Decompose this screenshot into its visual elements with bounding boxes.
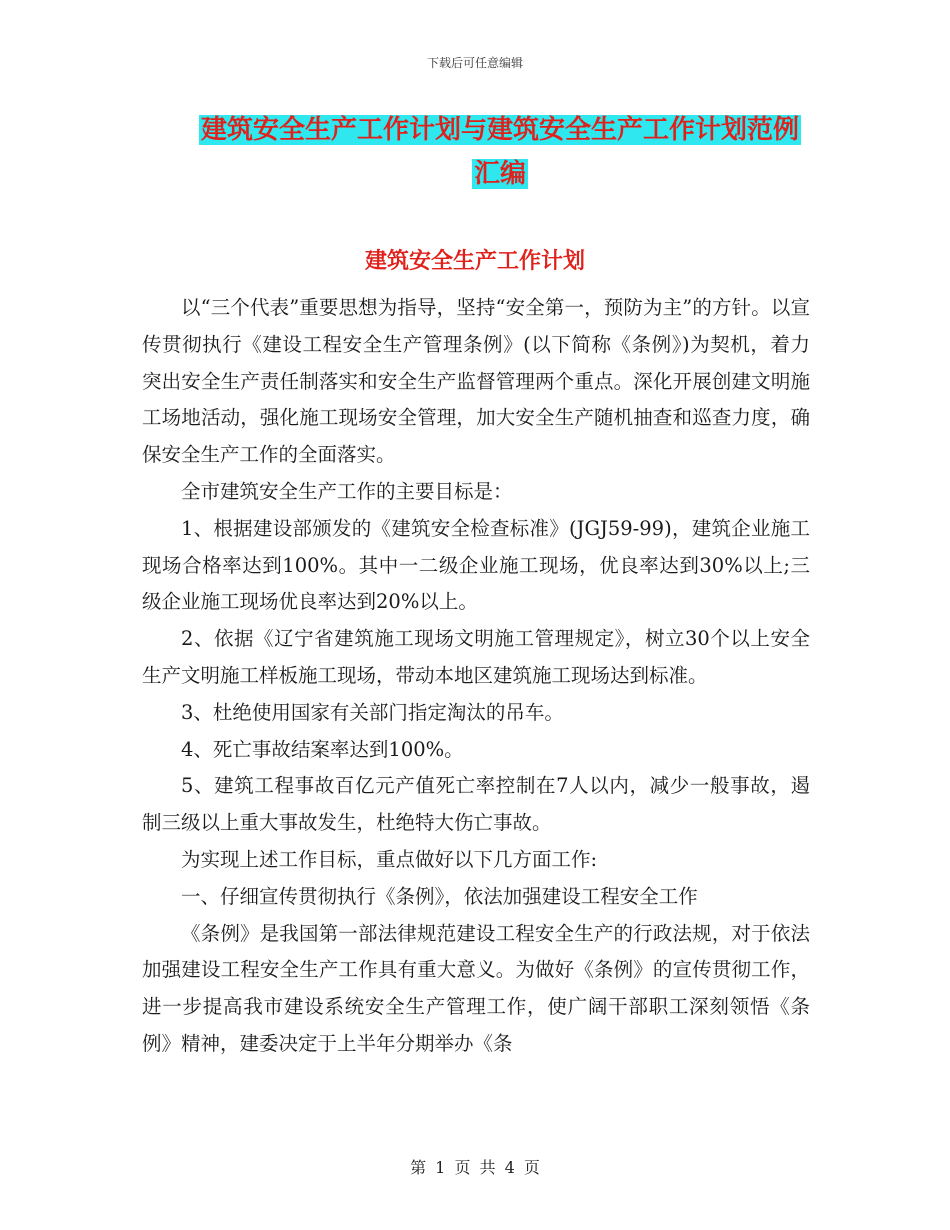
- page-footer: 第 1 页 共 4 页: [410, 1158, 540, 1177]
- paragraph: 一、仔细宣传贯彻执行《条例》，依法加强建设工程安全工作: [181, 884, 698, 908]
- header-note: 下载后可任意编辑: [426, 56, 523, 70]
- paragraph: 2、依据《辽宁省建筑施工现场文明施工管理规定》，树立30个以上安全生产文明施工样板施工现场，带动本地区建筑施工现场达到标准。: [142, 627, 810, 687]
- section-title: 建筑安全生产工作计划: [364, 249, 585, 274]
- paragraph: 3、杜绝使用国家有关部门指定淘汰的吊车。: [181, 700, 564, 724]
- document-body: [142, 290, 810, 1063]
- paragraph: 以“三个代表”重要思想为指导，坚持“安全第一，预防为主”的方针。以宣传贯彻执行《建设工程安全生产管理条例》(以下简称《条例》)为契机，着力突出安全生产责任制落实和安全生产监督管理两个重点。深化开展创建文明施工场地活动，强化施工现场安全管理，加大安全生产随机抽查和巡查力度，确保安全生产工作的全面落实。: [142, 296, 810, 467]
- document-title: [150, 108, 850, 196]
- paragraph: 《条例》是我国第一部法律规范建设工程安全生产的行政法规，对于依法加强建设工程安全生产工作具有重大意义。为做好《条例》的宣传贯彻工作，进一步提高我市建设系统安全生产管理工作，使广阔干部职工深刻领悟《条例》精神，建委决定于上半年分期举办《条: [142, 921, 810, 1055]
- paragraph: 1、根据建设部颁发的《建筑安全检查标准》(JGJ59-99)，建筑企业施工现场合格率达到100%。其中一二级企业施工现场，优良率达到30%以上;三级企业施工现场优良率达到20%以上。: [142, 516, 810, 614]
- title-line-1: 建筑安全生产工作计划与建筑安全生产工作计划范例: [200, 115, 799, 145]
- paragraph: 全市建筑安全生产工作的主要目标是：: [181, 479, 513, 503]
- title-line-2: 汇编: [473, 159, 526, 189]
- paragraph: 5、建筑工程事故百亿元产值死亡率控制在7人以内，减少一般事故，遏制三级以上重大事故发生，杜绝特大伤亡事故。: [142, 774, 810, 835]
- paragraph: 为实现上述工作目标，重点做好以下几方面工作:: [181, 847, 598, 871]
- paragraph: 4、死亡事故结案率达到100%。: [181, 737, 464, 761]
